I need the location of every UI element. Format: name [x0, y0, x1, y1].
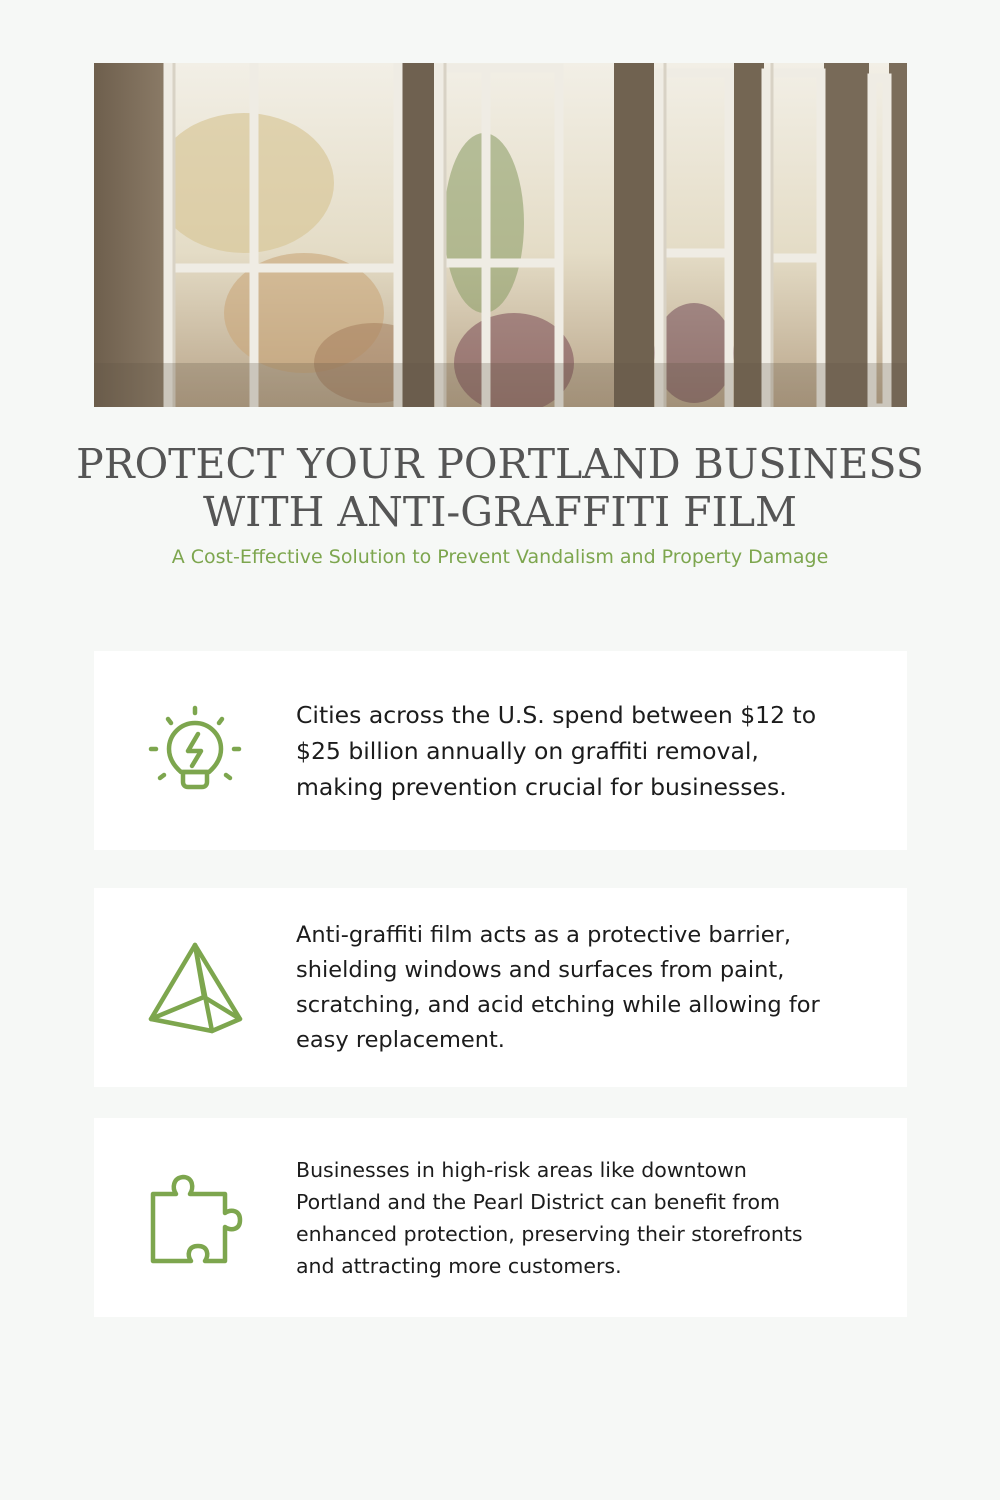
hero-image — [94, 63, 907, 407]
window-interior-photo — [94, 63, 907, 407]
pyramid-icon — [146, 939, 244, 1037]
page-subtitle: A Cost-Effective Solution to Prevent Vandalism and Property Damage — [171, 546, 829, 568]
card-text: Anti-graffiti film acts as a protective barrier, shielding windows and surfaces from paint, scratching, and acid etching while allowing for easy replacement. — [296, 921, 820, 1053]
info-card-protection — [94, 888, 907, 1087]
puzzle-piece-icon — [146, 1169, 244, 1267]
info-card-cost — [94, 651, 907, 850]
info-card-businesses — [94, 1118, 907, 1317]
card-text: Businesses in high-risk areas like downtown Portland and the Pearl District can benefit from enhanced protection, preserving their storefronts and attracting more customers. — [296, 1157, 803, 1278]
page-title: PROTECT YOUR PORTLAND BUSINESS WITH ANTI-GRAFFITI FILM — [76, 440, 924, 536]
lightbulb-icon — [146, 702, 244, 800]
card-text: Cities across the U.S. spend between $12 to $25 billion annually on graffiti removal, making prevention crucial for businesses. — [296, 700, 817, 801]
